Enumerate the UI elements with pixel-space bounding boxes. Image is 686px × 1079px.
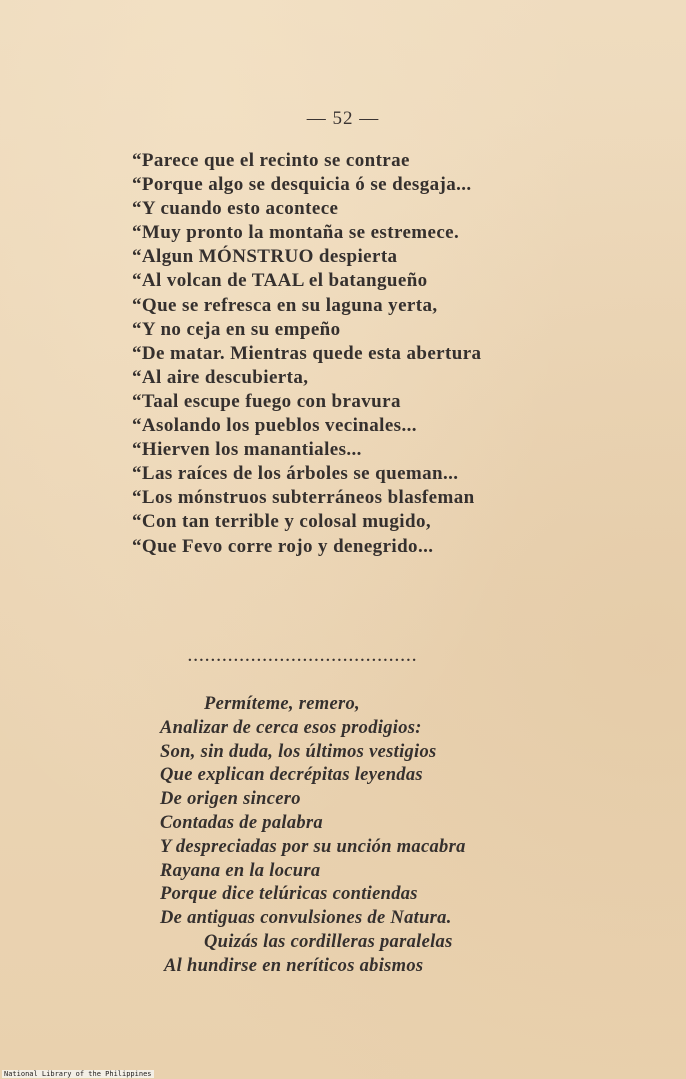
stanza-line: “Asolando los pueblos vecinales... xyxy=(132,415,417,437)
stanza-line: “Algun MÓNSTRUO despierta xyxy=(132,246,398,268)
verse-line: Y despreciadas por su unción macabra xyxy=(160,836,466,857)
stanza-line: “Y no ceja en su empeño xyxy=(132,318,341,340)
verse-line: Que explican decrépitas leyendas xyxy=(160,765,423,786)
dotted-separator: ........................................ xyxy=(188,649,418,665)
stanza-line: “Con tan terrible y colosal mugido, xyxy=(132,511,431,533)
stanza-line: “Los mónstruos subterráneos blasfeman xyxy=(132,487,475,509)
page-number: — 52 — xyxy=(306,108,380,129)
italic-verse xyxy=(160,693,466,979)
stanza-line: “Hierven los manantiales... xyxy=(132,439,362,461)
verse-line: Contadas de palabra xyxy=(160,812,323,833)
verse-line: De origen sincero xyxy=(160,789,301,810)
stanza-line: “Las raíces de los árboles se queman... xyxy=(132,463,459,485)
verse-line: Son, sin duda, los últimos vestigios xyxy=(160,741,437,762)
verse-line: Al hundirse en neríticos abismos xyxy=(164,955,424,976)
verse-line: Porque dice telúricas contiendas xyxy=(160,884,418,905)
quoted-stanza xyxy=(132,149,481,559)
stanza-line: “Que Fevo corre rojo y denegrido... xyxy=(132,535,434,557)
stanza-line: “Y cuando esto acontece xyxy=(132,198,339,220)
verse-line: Quizás las cordilleras paralelas xyxy=(204,931,453,952)
stanza-line: “De matar. Mientras quede esta abertura xyxy=(132,342,482,364)
verse-line: Permíteme, remero, xyxy=(204,694,360,714)
stanza-line: “Al volcan de TAAL el batangueño xyxy=(132,270,428,292)
verse-line: Analizar de cerca esos prodigios: xyxy=(160,717,422,738)
stanza-line: “Porque algo se desquicia ó se desgaja... xyxy=(132,174,472,196)
stanza-line: “Que se refresca en su laguna yerta, xyxy=(132,294,438,316)
stanza-line: “Al aire descubierta, xyxy=(132,366,309,388)
stanza-line: “Parece que el recinto se contrae xyxy=(132,150,410,171)
library-footer: National Library of the Philippines xyxy=(4,1070,152,1078)
verse-line: Rayana en la locura xyxy=(160,860,321,881)
verse-line: De antiguas convulsiones de Natura. xyxy=(160,908,452,929)
stanza-line: “Taal escupe fuego con bravura xyxy=(132,390,401,412)
stanza-line: “Muy pronto la montaña se estremece. xyxy=(132,222,460,244)
